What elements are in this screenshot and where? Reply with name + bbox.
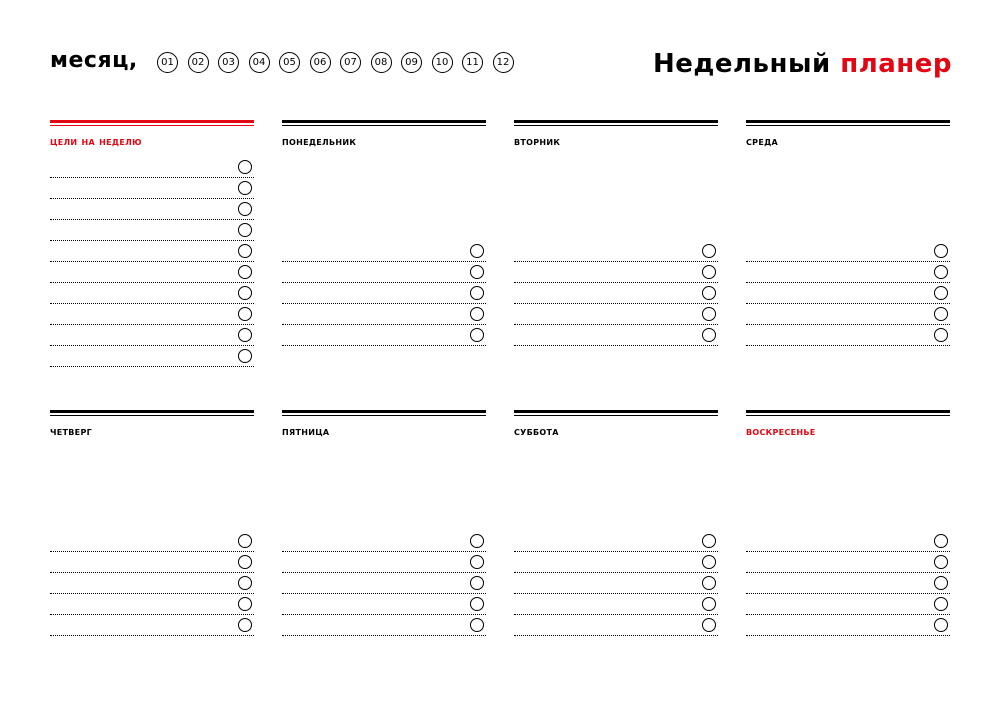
task-line[interactable]	[50, 157, 254, 178]
month-08-option[interactable]: 08	[371, 52, 392, 73]
task-line[interactable]	[282, 325, 486, 346]
checkbox-circle-icon[interactable]	[470, 576, 484, 590]
checkbox-circle-icon[interactable]	[238, 576, 252, 590]
task-line[interactable]	[50, 594, 254, 615]
month-01-option[interactable]: 01	[157, 52, 178, 73]
checkbox-circle-icon[interactable]	[934, 555, 948, 569]
checkbox-circle-icon[interactable]	[238, 555, 252, 569]
task-line[interactable]	[282, 594, 486, 615]
task-line[interactable]	[282, 262, 486, 283]
checkbox-circle-icon[interactable]	[238, 160, 252, 174]
day-block-friday	[282, 410, 486, 660]
task-line[interactable]	[50, 573, 254, 594]
day-lines-sunday	[746, 531, 950, 636]
day-lines-friday	[282, 531, 486, 636]
task-line[interactable]	[746, 241, 950, 262]
task-line[interactable]	[50, 552, 254, 573]
task-line[interactable]	[50, 262, 254, 283]
day-heading-wednesday: среда	[746, 135, 779, 148]
day-header-bar	[282, 410, 486, 416]
checkbox-circle-icon[interactable]	[702, 534, 716, 548]
checkbox-circle-icon[interactable]	[470, 307, 484, 321]
month-03-option[interactable]: 03	[218, 52, 239, 73]
task-line[interactable]	[514, 262, 718, 283]
checkbox-circle-icon[interactable]	[934, 576, 948, 590]
month-06-option[interactable]: 06	[310, 52, 331, 73]
month-selector	[157, 52, 523, 73]
checkbox-circle-icon[interactable]	[238, 244, 252, 258]
goals-block	[50, 120, 254, 370]
task-line[interactable]	[514, 594, 718, 615]
task-line[interactable]	[282, 241, 486, 262]
task-line[interactable]	[50, 199, 254, 220]
goals-header-bar	[50, 120, 254, 126]
checkbox-circle-icon[interactable]	[702, 265, 716, 279]
day-heading-thursday: четверг	[50, 425, 93, 438]
day-heading-monday: понедельник	[282, 135, 357, 148]
task-line[interactable]	[746, 573, 950, 594]
task-line[interactable]	[746, 552, 950, 573]
task-line[interactable]	[514, 304, 718, 325]
checkbox-circle-icon[interactable]	[238, 223, 252, 237]
checkbox-circle-icon[interactable]	[702, 328, 716, 342]
day-header-bar	[514, 410, 718, 416]
goals-heading: цели на неделю	[50, 135, 142, 148]
checkbox-circle-icon[interactable]	[702, 576, 716, 590]
checkbox-circle-icon[interactable]	[934, 265, 948, 279]
task-line[interactable]	[746, 531, 950, 552]
task-line[interactable]	[746, 262, 950, 283]
task-line[interactable]	[746, 304, 950, 325]
checkbox-circle-icon[interactable]	[934, 286, 948, 300]
day-header-bar	[746, 120, 950, 126]
day-heading-sunday: воскресенье	[746, 425, 816, 438]
task-line[interactable]	[50, 178, 254, 199]
checkbox-circle-icon[interactable]	[934, 328, 948, 342]
task-line[interactable]	[746, 594, 950, 615]
task-line[interactable]	[514, 615, 718, 636]
checkbox-circle-icon[interactable]	[238, 534, 252, 548]
day-lines-wednesday	[746, 241, 950, 346]
task-line[interactable]	[514, 552, 718, 573]
task-line[interactable]	[746, 283, 950, 304]
task-line[interactable]	[50, 241, 254, 262]
checkbox-circle-icon[interactable]	[702, 286, 716, 300]
day-block-sunday	[746, 410, 950, 660]
checkbox-circle-icon[interactable]	[470, 618, 484, 632]
task-line[interactable]	[746, 615, 950, 636]
checkbox-circle-icon[interactable]	[238, 618, 252, 632]
day-block-thursday	[50, 410, 254, 660]
checkbox-circle-icon[interactable]	[702, 244, 716, 258]
checkbox-circle-icon[interactable]	[470, 265, 484, 279]
checkbox-circle-icon[interactable]	[238, 181, 252, 195]
day-lines-tuesday	[514, 241, 718, 346]
checkbox-circle-icon[interactable]	[470, 328, 484, 342]
day-block-wednesday	[746, 120, 950, 370]
checkbox-circle-icon[interactable]	[470, 244, 484, 258]
day-block-saturday	[514, 410, 718, 660]
checkbox-circle-icon[interactable]	[702, 555, 716, 569]
task-line[interactable]	[514, 283, 718, 304]
task-line[interactable]	[282, 283, 486, 304]
day-header-bar	[282, 120, 486, 126]
day-heading-friday: пятница	[282, 425, 330, 438]
month-11-option[interactable]: 11	[462, 52, 483, 73]
goals-lines	[50, 157, 254, 367]
month-02-option[interactable]: 02	[188, 52, 209, 73]
day-header-bar	[514, 120, 718, 126]
task-line[interactable]	[514, 573, 718, 594]
task-line[interactable]	[50, 325, 254, 346]
task-line[interactable]	[282, 615, 486, 636]
checkbox-circle-icon[interactable]	[934, 307, 948, 321]
month-10-option[interactable]: 10	[432, 52, 453, 73]
checkbox-circle-icon[interactable]	[238, 328, 252, 342]
checkbox-circle-icon[interactable]	[238, 286, 252, 300]
planner-title-accent: планер	[840, 49, 952, 79]
checkbox-circle-icon[interactable]	[470, 555, 484, 569]
checkbox-circle-icon[interactable]	[238, 597, 252, 611]
day-lines-monday	[282, 241, 486, 346]
checkbox-circle-icon[interactable]	[238, 307, 252, 321]
task-line[interactable]	[50, 304, 254, 325]
task-line[interactable]	[50, 615, 254, 636]
checkbox-circle-icon[interactable]	[470, 286, 484, 300]
checkbox-circle-icon[interactable]	[470, 597, 484, 611]
month-04-option[interactable]: 04	[249, 52, 270, 73]
day-header-bar	[746, 410, 950, 416]
task-line[interactable]	[50, 283, 254, 304]
month-07-option[interactable]: 07	[340, 52, 361, 73]
task-line[interactable]	[50, 531, 254, 552]
checkbox-circle-icon[interactable]	[238, 349, 252, 363]
checkbox-circle-icon[interactable]	[934, 534, 948, 548]
task-line[interactable]	[514, 531, 718, 552]
checkbox-circle-icon[interactable]	[702, 307, 716, 321]
day-block-monday	[282, 120, 486, 370]
day-lines-thursday	[50, 531, 254, 636]
checkbox-circle-icon[interactable]	[238, 202, 252, 216]
checkbox-circle-icon[interactable]	[470, 534, 484, 548]
day-heading-tuesday: вторник	[514, 135, 561, 148]
planner-title	[653, 49, 952, 79]
task-line[interactable]	[282, 573, 486, 594]
checkbox-circle-icon[interactable]	[702, 618, 716, 632]
day-header-bar	[50, 410, 254, 416]
checkbox-circle-icon[interactable]	[934, 618, 948, 632]
task-line[interactable]	[514, 325, 718, 346]
month-12-option[interactable]: 12	[493, 52, 514, 73]
task-line[interactable]	[746, 325, 950, 346]
task-line[interactable]	[282, 531, 486, 552]
day-block-tuesday	[514, 120, 718, 370]
checkbox-circle-icon[interactable]	[702, 597, 716, 611]
task-line[interactable]	[50, 220, 254, 241]
month-05-option[interactable]: 05	[279, 52, 300, 73]
month-label: месяц,	[50, 48, 138, 73]
task-line[interactable]	[50, 346, 254, 367]
checkbox-circle-icon[interactable]	[238, 265, 252, 279]
task-line[interactable]	[282, 304, 486, 325]
task-line[interactable]	[282, 552, 486, 573]
planner-title-main: Недельный	[652, 49, 831, 79]
checkbox-circle-icon[interactable]	[934, 597, 948, 611]
day-lines-saturday	[514, 531, 718, 636]
checkbox-circle-icon[interactable]	[934, 244, 948, 258]
month-09-option[interactable]: 09	[401, 52, 422, 73]
day-heading-saturday: суббота	[514, 425, 559, 438]
task-line[interactable]	[514, 241, 718, 262]
